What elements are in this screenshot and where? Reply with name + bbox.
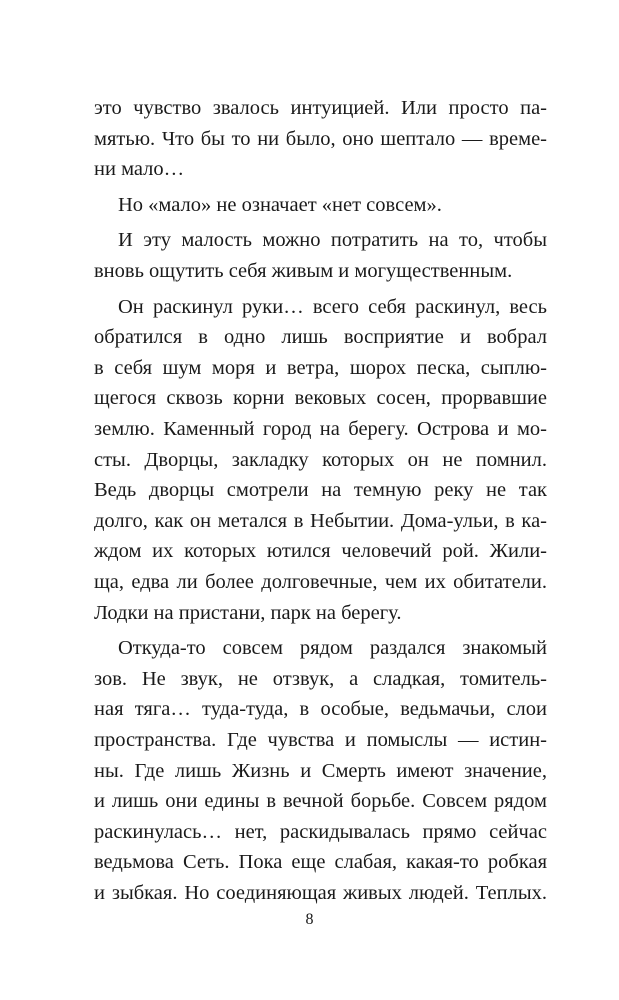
text-line: ждом их которых ютился человечий рой. Жили- xyxy=(94,540,547,563)
text-line: это чувство звалось интуицией. Или просто па- xyxy=(94,97,547,119)
text-line: ща, едва ли более долговечные, чем их обитатели. xyxy=(94,571,547,593)
text-line: вновь ощутить себя живым и могущественным. xyxy=(94,260,513,282)
page-number: 8 xyxy=(305,911,314,928)
text-line: и зыбкая. Но соединяющая живых людей. Теплых. xyxy=(94,882,547,904)
text-line: зов. Не звук, не отзвук, а сладкая, томитель- xyxy=(94,667,547,690)
text-line: обратился в одно лишь восприятие и вобрал xyxy=(94,326,547,349)
text-line: И эту малость можно потратить на то, чтобы xyxy=(118,229,547,252)
text-line: в себя шум моря и ветра, шорох песка, сыплю- xyxy=(94,356,547,379)
text-line: раскинулась… нет, раскидывалась прямо сейчас xyxy=(94,820,547,843)
text-line: ны. Где лишь Жизнь и Смерть имеют значение, xyxy=(94,759,547,782)
text-line: землю. Каменный город на берегу. Острова и мо- xyxy=(94,418,547,440)
text-line: щегося сквозь корни вековых сосен, прорвавшие xyxy=(94,387,547,410)
text-line: ведьмова Сеть. Пока еще слабая, какая-то робкая xyxy=(94,851,547,874)
text-line: пространства. Где чувства и помыслы — истин- xyxy=(94,729,547,751)
text-line: Он раскинул руки… всего себя раскинул, весь xyxy=(118,295,547,318)
text-line: Откуда-то совсем рядом раздался знакомый xyxy=(118,637,547,660)
text-line: мятью. Что бы то ни было, оно шептало — време- xyxy=(94,127,547,150)
text-line: Лодки на пристани, парк на берегу. xyxy=(94,601,402,624)
text-line: ни мало… xyxy=(94,158,185,181)
text-line: Но «мало» не означает «нет совсем». xyxy=(118,193,442,216)
text-line: и лишь они едины в вечной борьбе. Совсем рядом xyxy=(94,790,547,813)
text-line: ная тяга… туда-туда, в особые, ведьмачьи, слои xyxy=(94,698,547,721)
text-line: Ведь дворцы смотрели на темную реку не так xyxy=(94,479,547,502)
text-line: сты. Дворцы, закладку которых он не помнил. xyxy=(94,448,547,471)
text-line: долго, как он метался в Небытии. Дома-ульи, в ка- xyxy=(94,509,547,532)
